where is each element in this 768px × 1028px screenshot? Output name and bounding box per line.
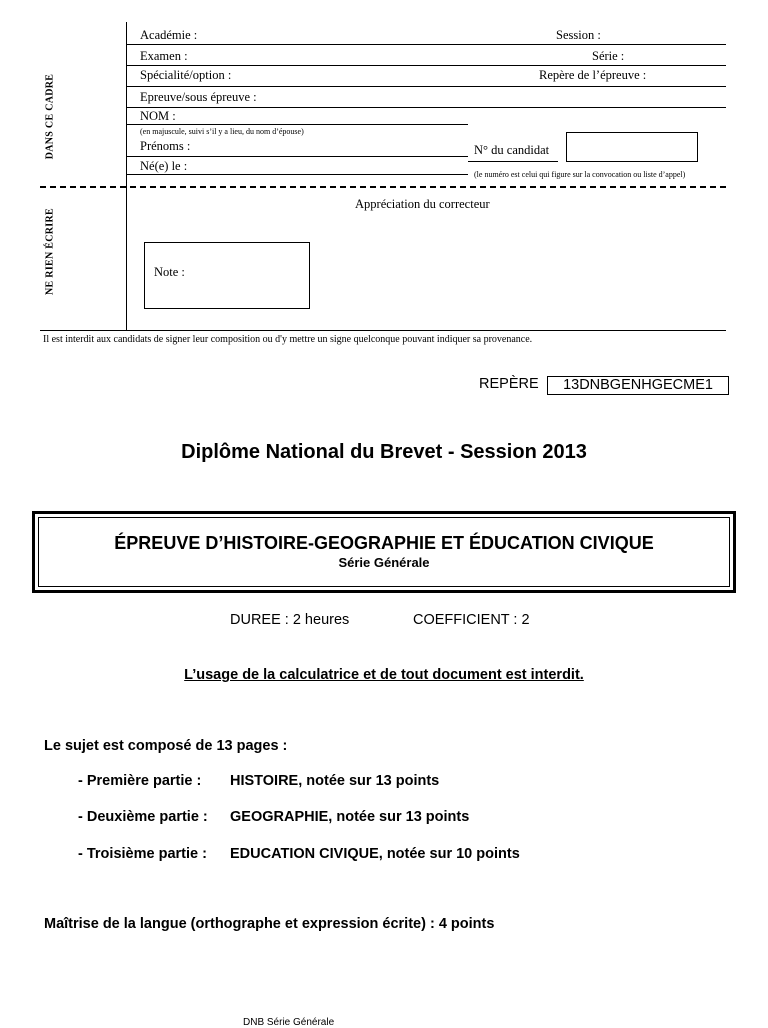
- interdit-notice: Il est interdit aux candidats de signer leur composition ou d'y mettre un signe quelconque pouvant indiquer sa provenance.: [43, 334, 533, 345]
- partie-label: - Deuxième partie :: [78, 809, 208, 825]
- form-rule: [126, 44, 726, 45]
- numero-note: (le numéro est celui qui figure sur la convocation ou liste d’appel): [474, 170, 686, 179]
- coefficient: COEFFICIENT : 2: [413, 612, 530, 628]
- partie-value: HISTOIRE, notée sur 13 points: [230, 773, 440, 789]
- form-rule: [126, 65, 726, 66]
- form-left-border: [126, 22, 127, 187]
- epreuve-label: Epreuve/sous épreuve :: [140, 90, 257, 104]
- form-rule: [126, 124, 468, 125]
- repere-code: 13DNBGENHGECME1: [547, 376, 729, 395]
- form-rule: [468, 161, 558, 162]
- duree: DUREE : 2 heures: [230, 612, 350, 628]
- repere-label: REPÈRE: [479, 376, 539, 392]
- form-rule: [126, 107, 726, 108]
- numero-candidat-label: N° du candidat: [474, 143, 550, 157]
- sujet-pages: Le sujet est composé de 13 pages :: [44, 738, 288, 754]
- appreciation-label: Appréciation du correcteur: [355, 197, 490, 211]
- form-rule: [126, 86, 726, 87]
- ne-le-label: Né(e) le :: [140, 159, 188, 173]
- specialite-label: Spécialité/option :: [140, 68, 232, 82]
- form-rule: [126, 156, 468, 157]
- side-text-bottom: NE RIEN ÉCRIRE: [44, 208, 56, 295]
- partie-value: EDUCATION CIVIQUE, notée sur 10 points: [230, 846, 520, 862]
- footer-text: DNB Série Générale: [243, 1017, 335, 1028]
- form-left-border-lower: [126, 187, 127, 330]
- academie-label: Académie :: [140, 28, 198, 42]
- partie-label: - Première partie :: [78, 773, 202, 789]
- examen-label: Examen :: [140, 49, 188, 63]
- prenoms-label: Prénoms :: [140, 139, 191, 153]
- main-title: Diplôme National du Brevet - Session 2013: [181, 441, 587, 463]
- side-text-top: DANS CE CADRE: [44, 73, 56, 160]
- epreuve-title: ÉPREUVE D’HISTOIRE-GEOGRAPHIE ET ÉDUCATION CIVIQUE: [114, 533, 654, 553]
- nom-note: (en majuscule, suivi s’il y a lieu, du nom d’épouse): [140, 127, 304, 136]
- serie-label: Série :: [592, 49, 625, 63]
- form-rule: [126, 174, 468, 175]
- form-bottom-rule: [40, 330, 726, 331]
- partie-value: GEOGRAPHIE, notée sur 13 points: [230, 809, 470, 825]
- numero-candidat-box[interactable]: [566, 132, 698, 162]
- repere-epreuve-label: Repère de l’épreuve :: [539, 68, 647, 82]
- partie-label: - Troisième partie :: [78, 846, 207, 862]
- cut-line: [40, 186, 726, 188]
- nom-label: NOM :: [140, 109, 176, 123]
- maitrise-langue: Maîtrise de la langue (orthographe et expression écrite) : 4 points: [44, 916, 495, 932]
- epreuve-subtitle: Série Générale: [338, 555, 430, 570]
- note-label: Note :: [154, 265, 185, 279]
- session-label: Session :: [556, 28, 601, 42]
- calculatrice-notice: L’usage de la calculatrice et de tout document est interdit.: [184, 667, 584, 683]
